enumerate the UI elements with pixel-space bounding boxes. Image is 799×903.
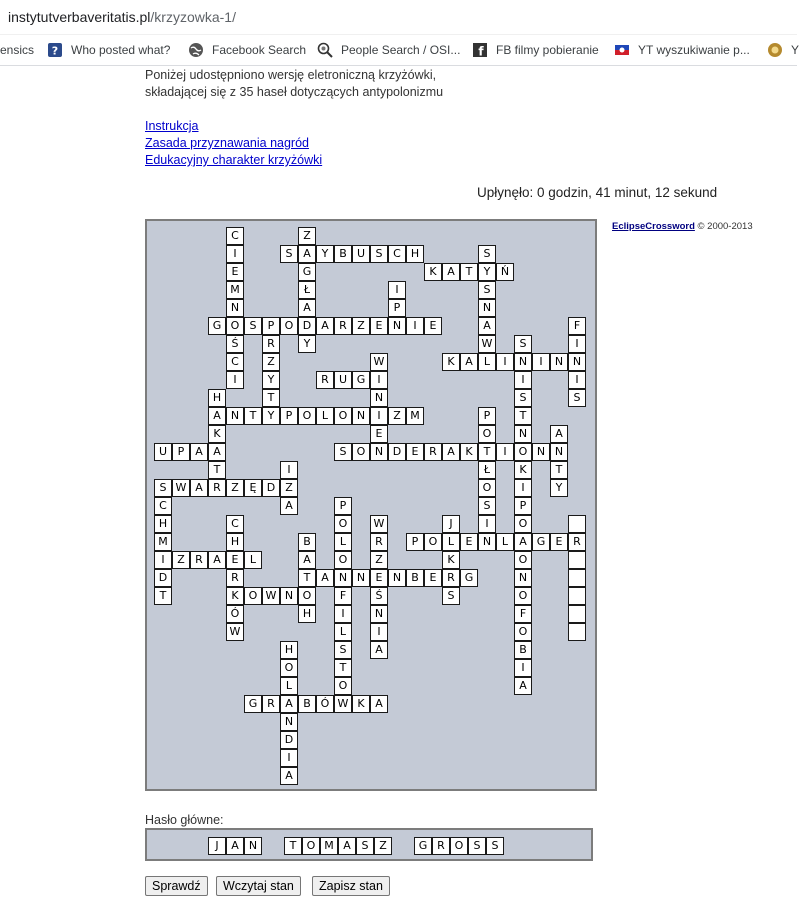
crossword-cell[interactable]: N (226, 299, 244, 317)
svg-text:?: ? (51, 44, 59, 58)
crossword-cell[interactable]: R (424, 443, 442, 461)
link-instrukcja[interactable]: Instrukcja (145, 119, 199, 133)
crossword-cell[interactable]: A (280, 497, 298, 515)
crossword-cell[interactable]: H (280, 641, 298, 659)
bookmarks-bar (0, 35, 797, 66)
bookmark-fb-filmy[interactable] (472, 35, 599, 65)
crossword-cell[interactable]: T (154, 587, 172, 605)
crossword-cell[interactable]: R (316, 371, 334, 389)
bookmark-y[interactable] (767, 35, 799, 65)
crossword-cell[interactable]: O (334, 515, 352, 533)
crossword-cell[interactable]: E (370, 425, 388, 443)
crossword-cell[interactable]: B (298, 695, 316, 713)
crossword-cell[interactable]: S (478, 281, 496, 299)
crossword-cell[interactable]: I (280, 749, 298, 767)
globe-icon (188, 42, 204, 58)
crossword-cell[interactable]: K (424, 263, 442, 281)
bookmark-who-posted-what[interactable] (47, 35, 170, 65)
crossword-cell[interactable]: R (208, 479, 226, 497)
crossword-cell[interactable]: P (262, 317, 280, 335)
crossword-cell[interactable]: B (406, 569, 424, 587)
main-answer-cell[interactable]: O (450, 837, 468, 855)
crossword-cell[interactable]: Y (262, 371, 280, 389)
crossword-cell[interactable]: A (208, 551, 226, 569)
crossword-cell[interactable]: I (568, 335, 586, 353)
crossword-cell[interactable]: A (514, 533, 532, 551)
main-answer-cell[interactable]: A (226, 837, 244, 855)
crossword-cell[interactable]: W (370, 353, 388, 371)
crossword-cell[interactable]: O (298, 407, 316, 425)
crossword-cell[interactable]: J (442, 515, 460, 533)
crossword-cell[interactable]: E (370, 569, 388, 587)
intro-line-1: Poniżej udostępniono wersję eletroniczną krzyżówki, (145, 68, 437, 82)
crossword-cell[interactable]: A (478, 317, 496, 335)
bookmark-yt-wyszukiwanie[interactable] (614, 35, 750, 65)
crossword-cell[interactable]: N (388, 317, 406, 335)
crossword-cell[interactable]: F (514, 605, 532, 623)
crossword-cell[interactable]: T (298, 569, 316, 587)
crossword-cell[interactable]: L (334, 623, 352, 641)
crossword-cell[interactable]: C (154, 497, 172, 515)
crossword-cell[interactable]: G (244, 695, 262, 713)
crossword-cell[interactable]: N (514, 569, 532, 587)
crossword-cell[interactable]: A (190, 443, 208, 461)
crossword-cell[interactable]: I (514, 371, 532, 389)
crossword-cell[interactable]: U (334, 371, 352, 389)
crossword-cell[interactable]: G (298, 263, 316, 281)
crossword-cell[interactable]: T (208, 461, 226, 479)
crossword-cell[interactable]: B (334, 245, 352, 263)
crossword-cell[interactable]: S (568, 389, 586, 407)
crossword-cell[interactable]: Z (262, 353, 280, 371)
crossword-cell[interactable]: I (496, 443, 514, 461)
svg-text:f: f (478, 44, 484, 59)
crossword-cell[interactable]: O (478, 425, 496, 443)
crossword-cell[interactable]: Z (370, 551, 388, 569)
address-bar[interactable] (0, 0, 797, 35)
crossword-cell[interactable]: T (550, 461, 568, 479)
crossword-cell[interactable]: Y (550, 479, 568, 497)
crossword-cell[interactable] (568, 623, 586, 641)
crossword-cell[interactable]: O (280, 659, 298, 677)
crossword-cell[interactable]: P (406, 533, 424, 551)
main-answer-cell[interactable]: T (284, 837, 302, 855)
crossword-cell[interactable]: T (478, 443, 496, 461)
url-path: /krzyzowka-1/ (150, 9, 236, 25)
crossword-cell[interactable]: S (478, 497, 496, 515)
crossword-cell[interactable]: D (262, 479, 280, 497)
crossword-cell[interactable]: L (442, 533, 460, 551)
crossword-cell[interactable]: A (280, 767, 298, 785)
crossword-cell[interactable]: I (370, 407, 388, 425)
bookmark-facebook-search[interactable] (188, 35, 306, 65)
crossword-cell[interactable]: N (352, 407, 370, 425)
crossword-cell[interactable]: I (154, 551, 172, 569)
crossword-cell[interactable]: N (550, 353, 568, 371)
crossword-cell[interactable]: C (388, 245, 406, 263)
crossword-cell[interactable]: L (244, 551, 262, 569)
crossword-cell[interactable]: Z (298, 227, 316, 245)
crossword-cell[interactable]: I (334, 605, 352, 623)
crossword-cell[interactable]: Ś (226, 335, 244, 353)
crossword-cell[interactable]: T (244, 407, 262, 425)
crossword-cell[interactable]: O (334, 407, 352, 425)
crossword-cell[interactable]: S (370, 245, 388, 263)
crossword-cell[interactable]: K (226, 587, 244, 605)
crossword-cell[interactable]: C (226, 227, 244, 245)
main-answer-cell[interactable]: A (338, 837, 356, 855)
crossword-cell[interactable]: Ł (298, 281, 316, 299)
question-icon (47, 42, 63, 58)
crossword-cell[interactable]: K (514, 461, 532, 479)
crossword-board (145, 219, 597, 791)
crossword-cell[interactable]: A (460, 353, 478, 371)
crossword-cell[interactable]: Ń (496, 263, 514, 281)
crossword-cell[interactable]: F (568, 317, 586, 335)
crossword-cell[interactable]: O (514, 443, 532, 461)
crossword-cell[interactable]: B (298, 533, 316, 551)
crossword-cell[interactable]: K (442, 551, 460, 569)
crossword-cell[interactable]: A (208, 407, 226, 425)
crossword-cell[interactable]: N (370, 443, 388, 461)
crossword-cell[interactable]: D (388, 443, 406, 461)
bookmark-label: YT wyszukiwanie p... (638, 43, 750, 57)
crossword-cell[interactable]: G (208, 317, 226, 335)
crossword-cell[interactable]: P (334, 497, 352, 515)
crossword-cell[interactable]: K (208, 425, 226, 443)
elapsed-timer: Upłynęło: 0 godzin, 41 minut, 12 sekund (477, 185, 718, 200)
main-answer-cell[interactable]: M (320, 837, 338, 855)
crossword-cell[interactable]: N (280, 713, 298, 731)
crossword-cell[interactable]: I (370, 371, 388, 389)
crossword-cell[interactable]: N (514, 425, 532, 443)
crossword-cell[interactable]: N (388, 569, 406, 587)
crossword-cell[interactable]: O (334, 551, 352, 569)
crossword-cell[interactable]: U (154, 443, 172, 461)
crossword-cell[interactable]: E (226, 263, 244, 281)
crossword-cell[interactable]: A (298, 551, 316, 569)
crossword-cell[interactable] (568, 569, 586, 587)
facebook-icon (472, 42, 488, 58)
crossword-cell[interactable]: A (316, 569, 334, 587)
crossword-cell[interactable] (568, 587, 586, 605)
crossword-cell[interactable]: R (334, 317, 352, 335)
crossword-cell[interactable]: L (316, 407, 334, 425)
crossword-cell[interactable]: Y (316, 245, 334, 263)
crossword-cell[interactable]: D (154, 569, 172, 587)
crossword-cell[interactable]: L (496, 533, 514, 551)
bookmark-label: Who posted what? (71, 43, 171, 57)
crossword-cell[interactable]: P (280, 407, 298, 425)
crossword-cell[interactable]: K (442, 353, 460, 371)
crossword-cell[interactable]: H (226, 533, 244, 551)
crossword-cell[interactable]: I (478, 515, 496, 533)
crossword-cell[interactable]: O (334, 677, 352, 695)
eclipse-crossword-link[interactable]: EclipseCrossword (612, 221, 695, 232)
crossword-cell[interactable]: H (154, 515, 172, 533)
crossword-cell[interactable]: A (298, 299, 316, 317)
crossword-cell[interactable]: N (568, 353, 586, 371)
crossword-cell[interactable]: M (226, 281, 244, 299)
crossword-cell[interactable]: S (244, 317, 262, 335)
crossword-cell[interactable]: Ó (316, 695, 334, 713)
crossword-cell[interactable]: W (334, 695, 352, 713)
crossword-cell[interactable]: E (226, 551, 244, 569)
crossword-cell[interactable]: D (280, 731, 298, 749)
crossword-cell[interactable]: S (280, 245, 298, 263)
crossword-cell[interactable]: R (370, 533, 388, 551)
crossword-cell[interactable]: A (442, 443, 460, 461)
crossword-cell[interactable]: R (190, 551, 208, 569)
crossword-cell[interactable]: S (514, 389, 532, 407)
crossword-cell[interactable]: Z (352, 317, 370, 335)
bookmark-label: People Search / OSI... (341, 43, 461, 57)
crossword-cell[interactable]: A (550, 425, 568, 443)
crossword-cell[interactable]: A (370, 641, 388, 659)
crossword-cell[interactable]: R (442, 569, 460, 587)
crossword-cell[interactable]: O (514, 515, 532, 533)
crossword-cell[interactable]: H (406, 245, 424, 263)
crossword-cell[interactable]: E (370, 317, 388, 335)
credit-line (612, 221, 753, 232)
crossword-cell[interactable]: K (352, 695, 370, 713)
bookmark-ensics[interactable] (0, 35, 34, 65)
bookmark-people-search[interactable] (317, 35, 460, 65)
crossword-cell[interactable]: N (370, 605, 388, 623)
crossword-cell[interactable]: O (514, 587, 532, 605)
main-answer-cell[interactable]: Z (374, 837, 392, 855)
bookmark-label: Facebook Search (212, 43, 307, 57)
crossword-cell[interactable]: I (514, 659, 532, 677)
crossword-cell[interactable]: E (424, 317, 442, 335)
crossword-cell[interactable]: Z (388, 407, 406, 425)
main-answer-cell[interactable]: N (244, 837, 262, 855)
crossword-cell[interactable]: S (154, 479, 172, 497)
bookmark-label: ensics (0, 43, 35, 57)
crossword-cell[interactable]: N (370, 389, 388, 407)
intro-line-2: składającej się z 35 haseł dotyczących antypolonizmu (145, 85, 444, 99)
crossword-cell[interactable]: I (280, 461, 298, 479)
crossword-cell[interactable]: G (352, 371, 370, 389)
crossword-cell[interactable]: A (190, 479, 208, 497)
crossword-cell[interactable] (568, 551, 586, 569)
save-state-button[interactable]: Zapisz stan (312, 876, 390, 896)
crossword-cell[interactable]: Ó (226, 605, 244, 623)
crossword-cell[interactable]: M (406, 407, 424, 425)
crossword-cell[interactable]: N (550, 443, 568, 461)
crossword-cell[interactable]: E (424, 569, 442, 587)
crossword-cell[interactable]: K (460, 443, 478, 461)
crossword-cell[interactable]: P (388, 299, 406, 317)
crossword-cell[interactable]: T (262, 389, 280, 407)
crossword-cell[interactable]: R (262, 335, 280, 353)
crossword-cell[interactable]: L (334, 533, 352, 551)
crossword-cell[interactable]: I (388, 281, 406, 299)
main-answer-cell[interactable]: S (356, 837, 374, 855)
crossword-cell[interactable]: P (478, 407, 496, 425)
crossword-cell[interactable]: I (496, 353, 514, 371)
crossword-cell[interactable]: R (226, 569, 244, 587)
crossword-cell[interactable] (568, 605, 586, 623)
crossword-cell[interactable]: N (334, 569, 352, 587)
main-answer-cell[interactable]: R (432, 837, 450, 855)
crossword-cell[interactable]: R (262, 695, 280, 713)
url-text[interactable] (8, 9, 236, 25)
load-state-button[interactable]: Wczytaj stan (216, 876, 301, 896)
crossword-cell[interactable]: Y (478, 263, 496, 281)
crossword-cell[interactable]: A (316, 317, 334, 335)
main-answer-cell[interactable]: J (208, 837, 226, 855)
crossword-cell[interactable]: W (226, 623, 244, 641)
crossword-cell[interactable]: I (370, 623, 388, 641)
crossword-cell[interactable]: T (460, 263, 478, 281)
crossword-cell[interactable]: W (478, 335, 496, 353)
crossword-cell[interactable]: A (514, 677, 532, 695)
crossword-cell[interactable]: O (424, 533, 442, 551)
crossword-cell[interactable]: A (298, 245, 316, 263)
crossword-cell[interactable]: P (172, 443, 190, 461)
crossword-cell[interactable]: Y (262, 407, 280, 425)
main-answer-cell[interactable]: O (302, 837, 320, 855)
link-edukacyjny-charakter[interactable]: Edukacyjny charakter krzyżówki (145, 153, 323, 167)
url-domain: instytutverbaveritatis.pl (8, 9, 151, 25)
crossword-cell[interactable]: O (478, 479, 496, 497)
crossword-cell[interactable]: W (370, 515, 388, 533)
crossword-cell[interactable]: F (334, 587, 352, 605)
crossword-cell[interactable]: O (298, 587, 316, 605)
crossword-cell[interactable]: N (514, 353, 532, 371)
page-content (0, 66, 797, 903)
crossword-cell[interactable]: N (478, 533, 496, 551)
main-answer-cell[interactable]: S (468, 837, 486, 855)
crossword-cell[interactable]: S (478, 245, 496, 263)
crossword-cell[interactable]: L (280, 677, 298, 695)
main-answer-cell[interactable]: S (486, 837, 504, 855)
crossword-cell[interactable] (568, 515, 586, 533)
crossword-cell[interactable]: D (298, 317, 316, 335)
crossword-cell[interactable]: N (226, 407, 244, 425)
crossword-cell[interactable]: C (226, 353, 244, 371)
crossword-cell[interactable]: I (226, 245, 244, 263)
link-zasada-nagrod[interactable]: Zasada przyznawania nagród (145, 136, 309, 150)
crossword-cell[interactable]: A (208, 443, 226, 461)
crossword-cell[interactable]: P (514, 497, 532, 515)
crossword-cell[interactable]: Ś (370, 587, 388, 605)
crossword-cell[interactable]: E (406, 443, 424, 461)
crossword-cell[interactable]: O (352, 443, 370, 461)
crossword-cell[interactable]: A (442, 263, 460, 281)
crossword-cell[interactable]: I (568, 371, 586, 389)
crossword-cell[interactable]: E (460, 533, 478, 551)
crossword-cell[interactable]: O (226, 317, 244, 335)
crossword-cell[interactable]: Z (280, 479, 298, 497)
crossword-cell[interactable]: M (154, 533, 172, 551)
credit-copyright: © 2000-2013 (694, 221, 753, 232)
crossword-cell[interactable]: S (334, 641, 352, 659)
crossword-cell[interactable]: N (352, 569, 370, 587)
crossword-cell[interactable]: G (532, 533, 550, 551)
crossword-cell[interactable]: I (532, 353, 550, 371)
sticker-icon (767, 42, 783, 58)
crossword-cell[interactable]: S (514, 335, 532, 353)
crossword-cell[interactable]: R (568, 533, 586, 551)
crossword-cell[interactable]: T (334, 659, 352, 677)
crossword-cell[interactable]: O (514, 623, 532, 641)
crossword-cell[interactable]: N (280, 587, 298, 605)
crossword-cell[interactable]: T (514, 407, 532, 425)
crossword-cell[interactable]: A (370, 695, 388, 713)
bookmark-label: Y (791, 43, 799, 57)
bookmark-label: FB filmy pobieranie (496, 43, 599, 57)
crossword-cell[interactable]: Z (226, 479, 244, 497)
crossword-cell[interactable]: O (514, 551, 532, 569)
crossword-cell[interactable]: N (478, 299, 496, 317)
crossword-cell[interactable]: I (406, 317, 424, 335)
crossword-cell[interactable]: I (514, 479, 532, 497)
crossword-cell[interactable]: U (352, 245, 370, 263)
crossword-cell[interactable]: C (226, 515, 244, 533)
crossword-cell[interactable]: N (532, 443, 550, 461)
crossword-cell[interactable]: H (208, 389, 226, 407)
main-answer-label: Hasło główne: (145, 813, 224, 827)
crossword-cell[interactable]: G (460, 569, 478, 587)
crossword-cell[interactable]: W (172, 479, 190, 497)
main-answer-box (145, 828, 593, 861)
crossword-cell[interactable]: S (334, 443, 352, 461)
crossword-cell[interactable]: E (550, 533, 568, 551)
crossword-cell[interactable]: Ę (244, 479, 262, 497)
check-button[interactable]: Sprawdź (145, 876, 208, 896)
youtube-flag-icon (614, 42, 630, 58)
crossword-cell[interactable]: O (280, 317, 298, 335)
crossword-cell[interactable]: S (442, 587, 460, 605)
crossword-cell[interactable]: O (244, 587, 262, 605)
crossword-cell[interactable]: A (280, 695, 298, 713)
main-answer-cell[interactable]: G (414, 837, 432, 855)
crossword-cell[interactable]: Y (298, 335, 316, 353)
people-search-icon (317, 42, 333, 58)
crossword-cell[interactable]: Ł (478, 461, 496, 479)
crossword-cell[interactable]: H (298, 605, 316, 623)
crossword-cell[interactable]: Z (172, 551, 190, 569)
crossword-cell[interactable]: B (514, 641, 532, 659)
crossword-cell[interactable]: I (226, 371, 244, 389)
crossword-cell[interactable]: L (478, 353, 496, 371)
crossword-cell[interactable]: W (262, 587, 280, 605)
